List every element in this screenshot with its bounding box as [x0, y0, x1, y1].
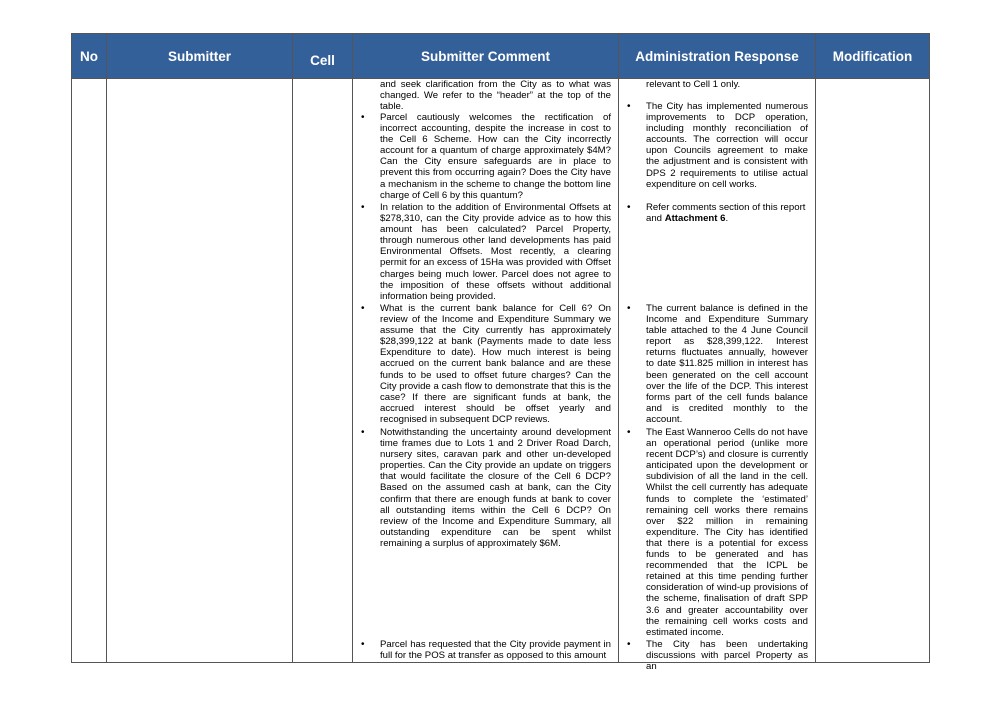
bullet-icon: • — [627, 427, 631, 438]
header-no: No — [72, 34, 107, 79]
bullet-icon: • — [361, 303, 365, 314]
modification-cell — [816, 79, 930, 663]
response-text: The City has been undertaking discussions with parcel Property as an — [646, 639, 808, 673]
response-item — [625, 303, 808, 425]
comment-text: In relation to the addition of Environmental Offsets at $278,310, can the City provide advice as to how this amount has been calculated? Parcel Property, through numerous other land developments has paid Environmental Offsets. Most recently, a clearing permit for an excess of 15Ha was provided with Offset charges being much lower. Parcel does not agree to the imposition of these offsets without additional information being provided. — [380, 202, 611, 302]
response-item — [625, 79, 808, 90]
administration-response-cell — [619, 79, 816, 673]
table-row — [72, 79, 930, 663]
response-item — [625, 101, 808, 190]
table-header-row — [72, 34, 930, 79]
bullet-icon: • — [361, 202, 365, 213]
comment-item — [359, 427, 611, 549]
no-cell — [72, 79, 107, 663]
response-text: relevant to Cell 1 only. — [646, 79, 741, 90]
response-text: Refer comments section of this report and — [646, 202, 806, 225]
comment-item — [359, 79, 611, 112]
response-item — [625, 427, 808, 638]
cell-number-cell — [293, 79, 353, 663]
header-submitter: Submitter — [107, 34, 293, 79]
attachment-reference: Attachment 6 — [664, 213, 726, 225]
bullet-icon: • — [627, 303, 631, 314]
comment-item — [359, 303, 611, 425]
bullet-icon: • — [361, 639, 365, 650]
submitter-comment-cell — [353, 79, 619, 663]
submissions-table — [71, 33, 930, 673]
comment-text: Parcel has requested that the City provide payment in full for the POS at transfer as opposed to this amount — [380, 639, 611, 662]
attachment-suffix: . — [725, 213, 729, 225]
bullet-icon: • — [627, 101, 631, 112]
comment-item — [359, 639, 611, 661]
bullet-icon: • — [627, 639, 631, 650]
bullet-icon: • — [361, 427, 365, 438]
bullet-icon: • — [627, 202, 631, 213]
comment-item — [359, 112, 611, 201]
comment-text: Notwithstanding the uncertainty around development time frames due to Lots 1 and 2 Driver Road Darch, nursery sites, caravan park and other un-developed properties. Can the City provide an update on triggers that would facilitate the closure of the Cell 6 DCP? Based on the assumed cash at bank, can the City confirm that there are enough funds at bank to cover all outstanding items within the Cell 6 DCP? On review of the Income and Expenditure Summary, all outstanding expenditure can be spent whilst remaining a surplus of approximately $6M. — [380, 427, 611, 549]
submitter-cell — [107, 79, 293, 663]
comment-text: and seek clarification from the City as to what was changed. We refer to the “header” at the top of the table. — [380, 79, 611, 113]
bullet-icon: • — [361, 112, 365, 123]
header-administration-response: Administration Response — [619, 34, 816, 79]
header-cell: Cell — [293, 34, 353, 79]
header-submitter-comment: Submitter Comment — [353, 34, 619, 79]
comment-text: What is the current bank balance for Cell 6? On review of the Income and Expenditure Summary we assume that the City currently has approximately $28,399,122 at bank (Payments made to date less Expenditure to date). How much interest is being accrued on the current bank balance and are these funds to be used to offset future charges? Can the City provide a cash flow to demonstrate that this is the case? If there are significant funds at bank, the accrued interest should be offset yearly and recognised in subsequent DCP reviews. — [380, 303, 611, 425]
comment-text: Parcel cautiously welcomes the rectification of incorrect accounting, despite the increase in cost to the Cell 6 Scheme. How can the City incorrectly account for a quantum of charge approximately $4M? Can the City ensure safeguards are in place to prevent this from occurring again? Does the City have a mechanism in the scheme to change the bottom line charge of Cell 6 by this quantum? — [380, 112, 611, 201]
response-item — [625, 639, 808, 672]
response-text: The current balance is defined in the Income and Expenditure Summary table attached to the 4 June Council report as $28,399,122. Interest returns fluctuates annually, however to date $11.825 million in interest has been generated on the cell account over the life of the DCP. This interest forms part of the cell funds balance and is credited monthly to the account. — [646, 303, 808, 425]
response-text: The East Wanneroo Cells do not have an operational period (unlike more recent DCP’s) and closure is currently anticipated upon the development or subdivision of all the land in the cell. Whilst the cell currently has adequate funds to complete the ‘estimated’ remaining cell works there remains over $22 million in remaining expenditure. The City has identified that there is a potential for excess funds to be generated and has recommended that the ICPL be retained at this time pending further consideration of wind-up provisions of the scheme, finalisation of draft SPP 3.6 and greater accountability over the remaining cell works costs and estimated income. — [646, 427, 808, 638]
header-modification: Modification — [816, 34, 930, 79]
response-item — [625, 202, 808, 224]
response-text: The City has implemented numerous improvements to DCP operation, including monthly reconciliation of accounts. The correction will occur upon Councils agreement to make the adjustment and is consistent with DPS 2 requirements to utilise actual expenditure on cell works. — [646, 101, 808, 190]
comment-item — [359, 202, 611, 302]
